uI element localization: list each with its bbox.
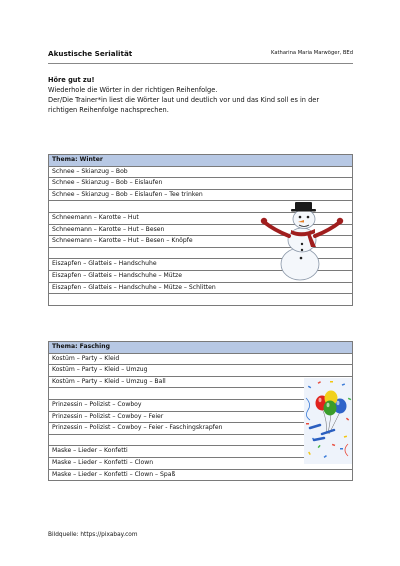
table-row: Maske – Lieder – Konfetti – Clown – Spaß <box>49 469 353 481</box>
table-row: Schnee – Skianzug – Bob – Eislaufen – Tee trinken <box>49 189 353 201</box>
table-row: Eiszapfen – Glatteis – Handschuhe – Mütze – Schlitten <box>49 282 353 294</box>
instruction-line: Wiederhole die Wörter in der richtigen Reihenfolge. <box>48 86 218 94</box>
instruction-line: richtigen Reihenfolge nachsprechen. <box>48 106 169 114</box>
table-row: Kostüm – Party – Kleid <box>49 353 353 365</box>
table-row: Schnee – Skianzug – Bob <box>49 166 353 178</box>
fasching-table-header: Thema: Fasching <box>49 342 353 354</box>
table-row: Schneemann – Karotte – Hut – Besen – Knöpfe <box>49 236 353 248</box>
table-row: Prinzessin – Polizist – Cowboy – Feier <box>49 411 353 423</box>
author-name: Katharina Maria Marwöger, BEd <box>271 50 353 56</box>
document-title: Akustische Serialität <box>48 49 133 58</box>
table-row: Eiszapfen – Glatteis – Handschuhe – Mütze <box>49 270 353 282</box>
table-row: Kostüm – Party – Kleid – Umzug <box>49 365 353 377</box>
table-row: Schneemann – Karotte – Hut – Besen <box>49 224 353 236</box>
table-row: Prinzessin – Polizist – Cowboy – Feier - Faschingskrapfen <box>49 423 353 435</box>
instructions-heading: Höre gut zu! <box>48 76 95 84</box>
table-row: Schneemann – Karotte – Hut <box>49 212 353 224</box>
table-row <box>49 294 353 306</box>
winter-table-header: Thema: Winter <box>49 155 353 167</box>
table-row: Schnee – Skianzug – Bob – Eislaufen <box>49 178 353 190</box>
table-row: Maske – Lieder – Konfetti – Clown <box>49 457 353 469</box>
image-credit: Bildquelle: https://pixabay.com <box>48 532 138 538</box>
instruction-line: Der/Die Trainer*in liest die Wörter laut und deutlich vor und das Kind soll es in der <box>48 96 320 104</box>
table-row: Prinzessin – Polizist – Cowboy <box>49 399 353 411</box>
table-row: Eiszapfen – Glatteis – Handschuhe <box>49 259 353 271</box>
snowman-illustration <box>258 200 348 282</box>
party-balloons-illustration <box>304 378 352 464</box>
table-row: Maske – Lieder – Konfetti <box>49 446 353 458</box>
instructions <box>48 75 358 115</box>
table-row: Kostüm – Party – Kleid – Umzug – Ball <box>49 376 353 388</box>
page-header <box>48 49 353 64</box>
